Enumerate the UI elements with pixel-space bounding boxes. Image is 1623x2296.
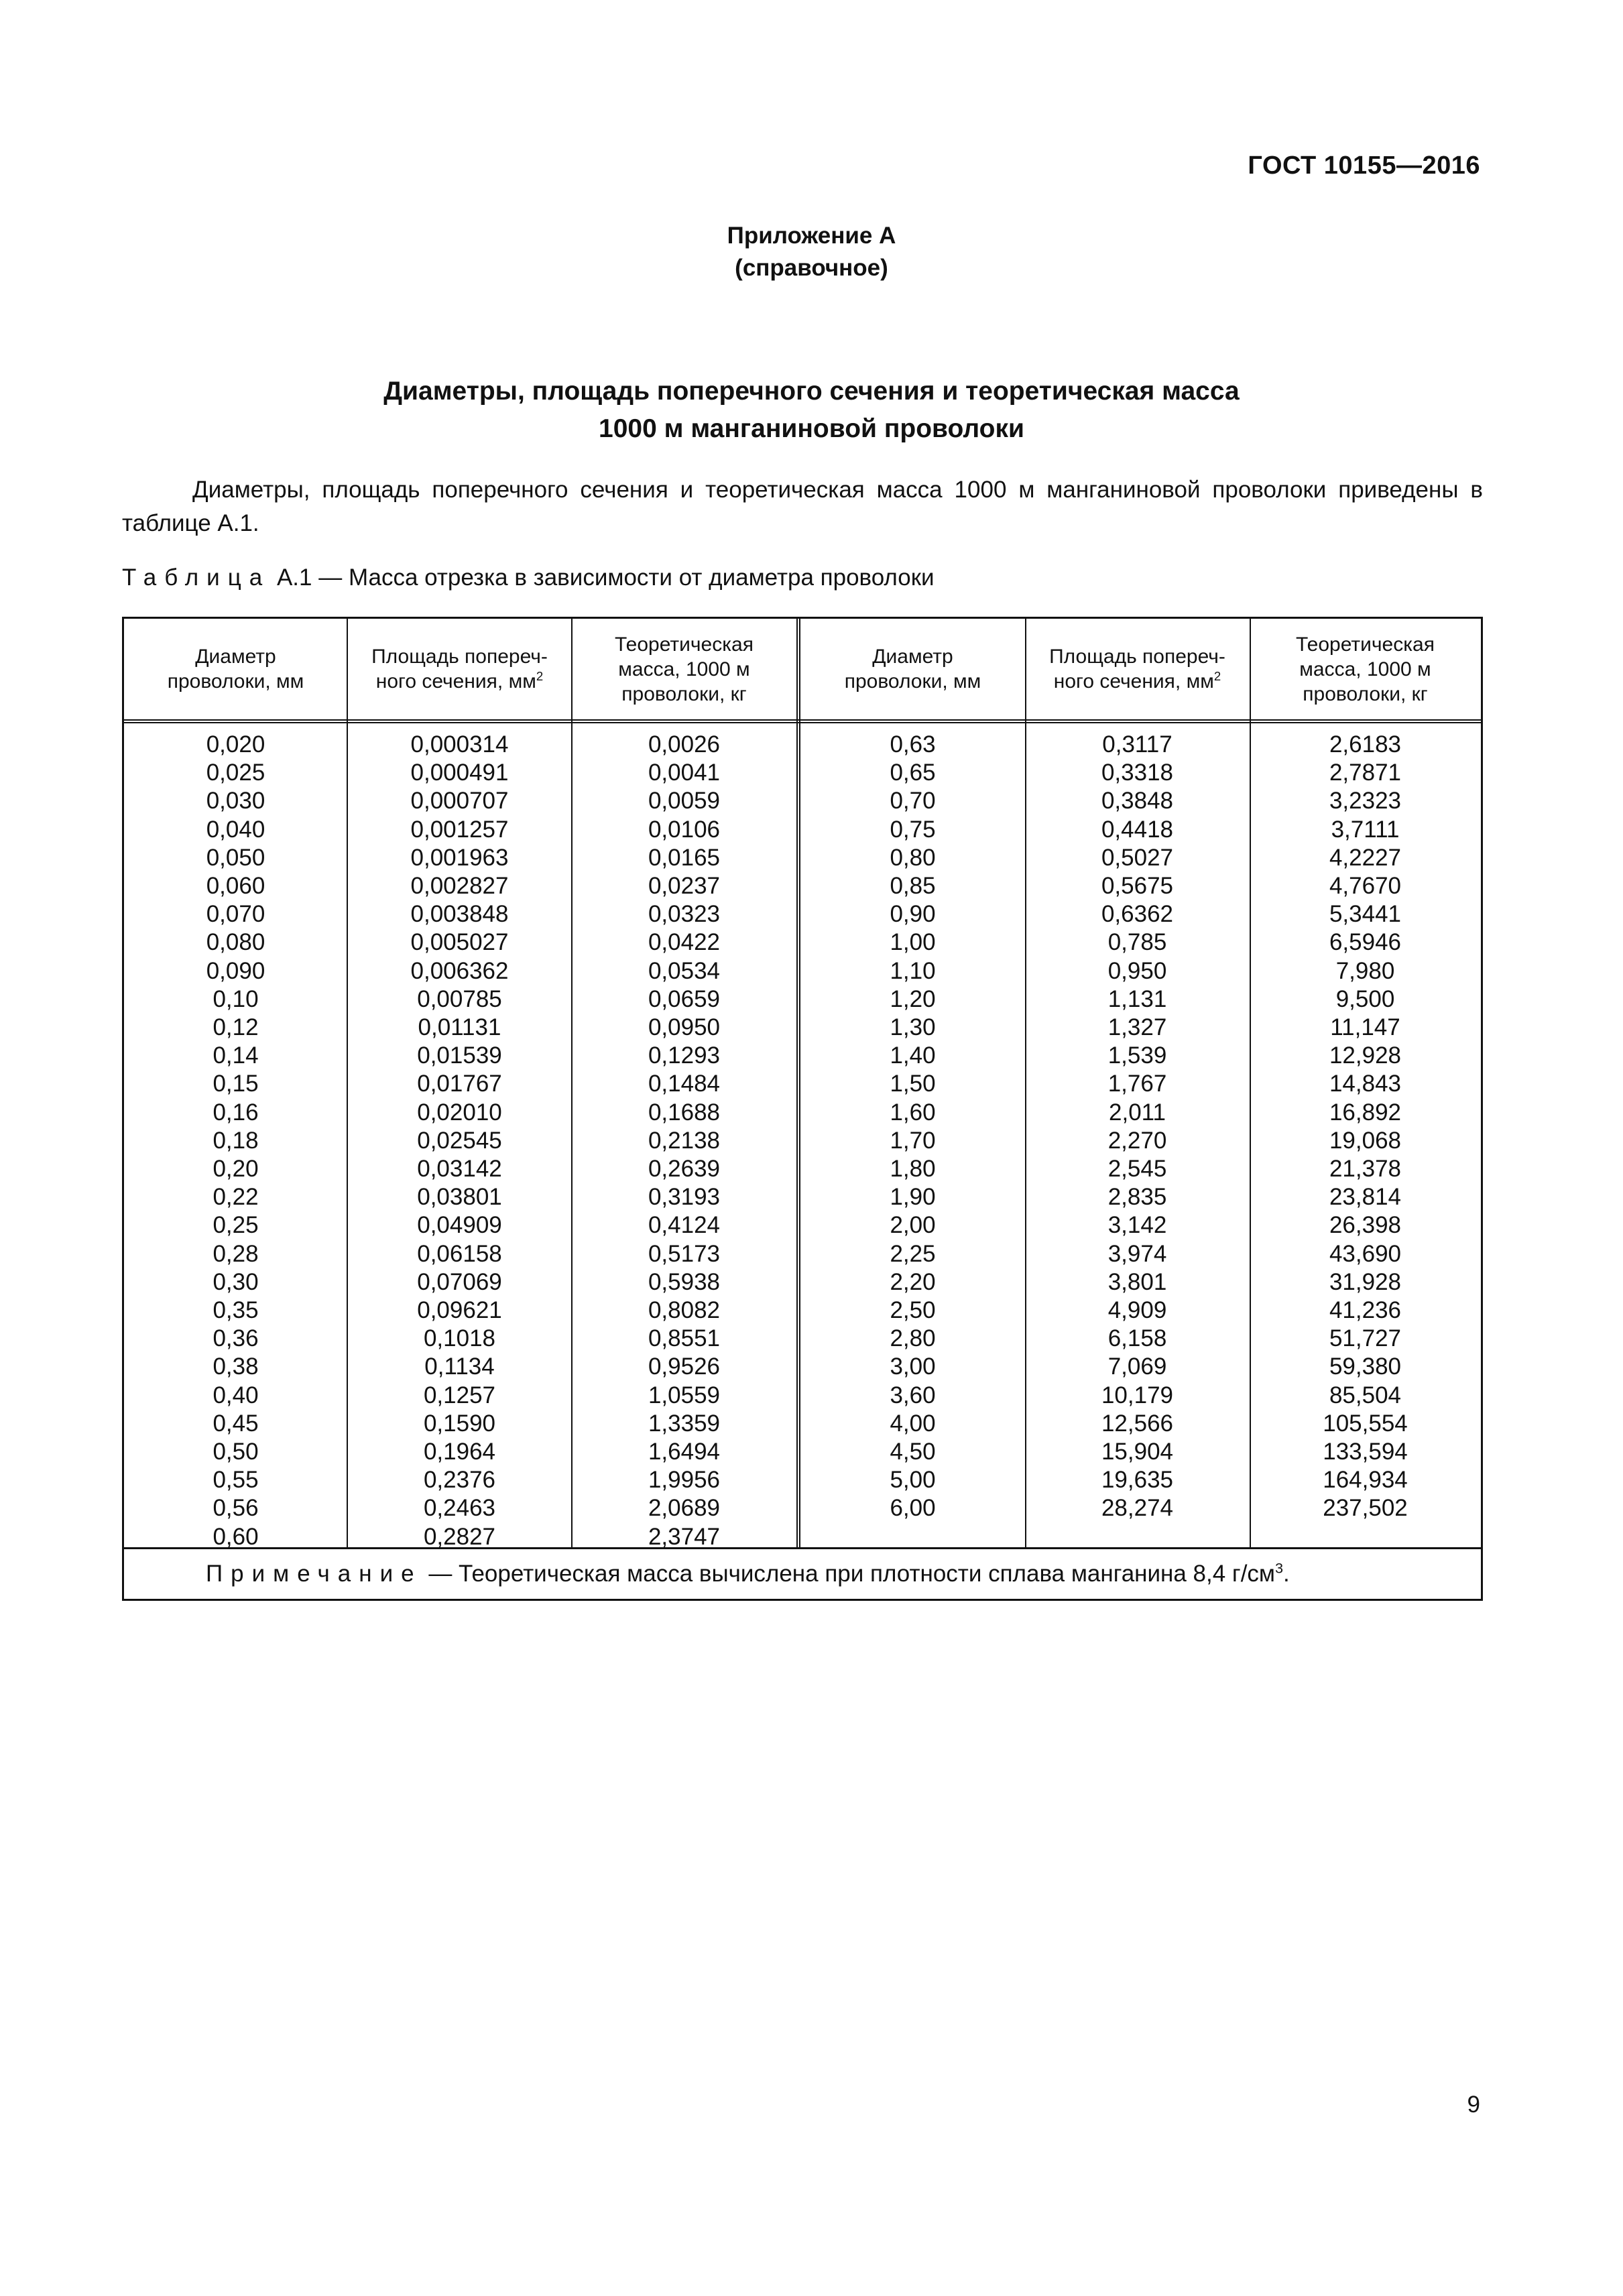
table-cell: 0,5675 (1101, 873, 1174, 900)
table-cell: 0,56 (213, 1495, 259, 1522)
table-cell: 2,545 (1107, 1156, 1167, 1183)
table-cell: 14,843 (1329, 1071, 1402, 1097)
table-cell: 0,0165 (648, 844, 721, 871)
column-area-2 (1025, 731, 1250, 1523)
table-cell: 0,02545 (417, 1127, 502, 1154)
column-diameter-2 (800, 731, 1025, 1523)
table-cell: 0,2376 (423, 1467, 496, 1494)
table-cell: 0,1018 (423, 1325, 496, 1352)
table-cell: 2,20 (890, 1268, 936, 1295)
table-cell: 1,50 (890, 1071, 936, 1097)
table-cell: 0,3318 (1101, 760, 1174, 786)
table-cell: 4,2227 (1329, 844, 1402, 871)
table-cell: 2,25 (890, 1240, 936, 1267)
table-cell: 0,01767 (417, 1071, 502, 1097)
table-cell: 0,2463 (423, 1495, 496, 1522)
table-cell: 0,01539 (417, 1042, 502, 1069)
table-cell: 0,003848 (410, 901, 509, 928)
table-cell: 3,801 (1107, 1268, 1167, 1295)
table-cell: 7,069 (1107, 1353, 1167, 1380)
table-cell: 0,6362 (1101, 901, 1174, 928)
table-cell: 0,020 (206, 731, 265, 758)
table-cell: 0,4418 (1101, 816, 1174, 843)
table-cell: 0,950 (1107, 957, 1167, 984)
table-cell: 12,566 (1101, 1410, 1174, 1437)
table-cell: 11,147 (1330, 1014, 1400, 1041)
table-cell: 0,35 (213, 1297, 259, 1324)
header-area-1: Площадь попереч- ного сечения, $мм^2$ (371, 646, 548, 692)
table-cell: 2,011 (1109, 1099, 1166, 1126)
table-cell: 4,00 (890, 1410, 936, 1437)
table-cell: 0,3117 (1102, 731, 1173, 758)
table-cell: 0,03142 (417, 1156, 502, 1183)
table-cell: 0,85 (890, 873, 936, 900)
table-cell: 0,5938 (648, 1268, 721, 1295)
table-cell: 1,10 (890, 957, 936, 984)
table-cell: 133,594 (1323, 1439, 1408, 1465)
table-cell: 1,6494 (648, 1439, 721, 1465)
table-cell: 12,928 (1329, 1042, 1402, 1069)
table-cell: 0,01131 (418, 1014, 501, 1041)
table-cell: 19,068 (1329, 1127, 1402, 1154)
table-cell: 0,63 (890, 731, 936, 758)
table-cell: 0,001257 (410, 816, 509, 843)
table-cell: 0,8551 (648, 1325, 721, 1352)
table-cell: 0,28 (213, 1240, 259, 1267)
table-cell: 0,000314 (410, 731, 509, 758)
table-cell: 2,6183 (1329, 731, 1402, 758)
table-cell: 0,50 (213, 1439, 259, 1465)
table-cell: 105,554 (1323, 1410, 1408, 1437)
table-cell: 0,1134 (424, 1353, 495, 1380)
table-cell: 59,380 (1329, 1353, 1402, 1380)
header-area-2: Площадь попереч- ного сечения, $мм^2$ (1049, 646, 1225, 692)
column-mass-1 (572, 731, 796, 1551)
table-cell: 0,002827 (410, 873, 509, 900)
table-caption-text: А.1 — Масса отрезка в зависимости от диаметра проволоки (270, 564, 935, 591)
table-cell: 0,70 (890, 788, 936, 814)
table-cell: 1,9956 (648, 1467, 721, 1494)
table-cell: 2,3747 (648, 1523, 721, 1550)
table-note: Примечание — Теоретическая масса вычислена при плотности сплава манганина 8,4 $г/см^3$. (124, 1547, 1481, 1599)
table-cell: 0,00785 (417, 985, 502, 1012)
table-cell: 6,00 (890, 1495, 936, 1522)
table-cell: 5,3441 (1329, 901, 1402, 928)
table-cell: 0,1964 (423, 1439, 496, 1465)
table-cell: 0,1293 (648, 1042, 721, 1069)
table-cell: 0,25 (213, 1212, 259, 1239)
table-cell: 1,0559 (648, 1382, 721, 1408)
table-cell: 0,9526 (648, 1353, 721, 1380)
table-cell: 0,14 (213, 1042, 259, 1069)
section-title-line1: Диаметры, площадь поперечного сечения и теоретическая масса (383, 377, 1240, 406)
table-cell: 0,36 (213, 1325, 259, 1352)
appendix-status: (справочное) (735, 255, 888, 281)
table-cell: 43,690 (1329, 1240, 1402, 1267)
table-cell: 0,2827 (423, 1523, 496, 1550)
table-cell: 6,158 (1107, 1325, 1167, 1352)
table-cell: 0,3193 (648, 1184, 721, 1211)
table-cell: 85,504 (1329, 1382, 1402, 1408)
table-cell: 4,50 (890, 1439, 936, 1465)
table-cell: 1,327 (1107, 1014, 1167, 1041)
header-mass-2: Теоретическая масса, 1000 м проволоки, кг (1296, 633, 1435, 705)
table-cell: 0,8082 (648, 1297, 721, 1324)
table-cell: 6,5946 (1329, 929, 1402, 956)
table-cell: 0,16 (213, 1099, 259, 1126)
table-cell: 0,09621 (417, 1297, 502, 1324)
table-cell: 2,270 (1107, 1127, 1167, 1154)
table-cell: 0,0237 (648, 873, 721, 900)
table-cell: 0,75 (890, 816, 936, 843)
table-cell: 0,070 (206, 901, 265, 928)
table-cell: 0,2138 (648, 1127, 721, 1154)
table-cell: 0,60 (213, 1523, 259, 1550)
header-diameter-1: Диаметр проволоки, мм (167, 646, 304, 692)
table-cell: 0,0026 (648, 731, 721, 758)
table-cell: 2,50 (890, 1297, 936, 1324)
table-cell: 0,080 (206, 929, 265, 956)
table-cell: 0,90 (890, 901, 936, 928)
table-cell: 0,04909 (417, 1212, 502, 1239)
table-cell: 0,030 (206, 788, 265, 814)
table-cell: 2,835 (1107, 1184, 1167, 1211)
table-cell: 3,974 (1107, 1240, 1167, 1267)
table-cell: 1,767 (1107, 1071, 1167, 1097)
table-cell: 3,7111 (1331, 816, 1400, 843)
table-cell: 0,80 (890, 844, 936, 871)
table-cell: 0,40 (213, 1382, 259, 1408)
table-cell: 0,5027 (1101, 844, 1174, 871)
appendix-title: Приложение А (727, 223, 896, 249)
table-cell: 23,814 (1329, 1184, 1402, 1211)
header-mass-1: Теоретическая масса, 1000 м проволоки, кг (615, 633, 754, 705)
table-cell: 0,55 (213, 1467, 259, 1494)
table-cell: 0,2639 (648, 1156, 721, 1183)
table-cell: 15,904 (1101, 1439, 1174, 1465)
table-cell: 1,00 (890, 929, 936, 956)
section-title-line2: 1000 м манганиновой проволоки (599, 414, 1024, 443)
table-cell: 0,22 (213, 1184, 259, 1211)
table-cell: 51,727 (1329, 1325, 1402, 1352)
table-cell: 21,378 (1329, 1156, 1402, 1183)
table-cell: 1,60 (890, 1099, 936, 1126)
table-cell: 0,18 (213, 1127, 259, 1154)
table-cell: 0,0041 (648, 760, 721, 786)
page-number: 9 (1467, 2092, 1480, 2118)
table-cell: 0,4124 (648, 1212, 721, 1239)
column-area-1 (347, 731, 572, 1551)
table-cell: 0,03801 (417, 1184, 502, 1211)
table-cell: 4,909 (1107, 1297, 1167, 1324)
table-cell: 1,30 (890, 1014, 936, 1041)
table-cell: 0,1484 (648, 1071, 721, 1097)
header-diameter-2: Диаметр проволоки, мм (844, 646, 981, 692)
table-cell: 0,1590 (423, 1410, 496, 1437)
table-cell: 28,274 (1101, 1495, 1174, 1522)
table-cell: 0,090 (206, 957, 265, 984)
data-table (122, 617, 1483, 1601)
table-cell: 7,980 (1335, 957, 1395, 984)
table-cell: 0,06158 (417, 1240, 502, 1267)
table-cell: 5,00 (890, 1467, 936, 1494)
table-cell: 19,635 (1101, 1467, 1174, 1494)
table-cell: 0,38 (213, 1353, 259, 1380)
table-cell: 1,80 (890, 1156, 936, 1183)
table-cell: 0,65 (890, 760, 936, 786)
table-cell: 0,0323 (648, 901, 721, 928)
table-cell: 0,001963 (410, 844, 509, 871)
table-cell: 0,025 (206, 760, 265, 786)
table-cell: 0,0106 (648, 816, 721, 843)
table-cell: 0,07069 (417, 1268, 502, 1295)
section-title (0, 373, 1623, 448)
table-cell: 0,12 (213, 1014, 259, 1041)
note-text: — Теоретическая масса вычислена при плотности сплава манганина 8,4 г/см (422, 1561, 1275, 1587)
table-cell: 3,00 (890, 1353, 936, 1380)
table-cell: 0,0422 (648, 929, 721, 956)
table-cell: 0,0534 (648, 957, 721, 984)
table-cell: 0,000707 (410, 788, 509, 814)
intro-paragraph: Диаметры, площадь поперечного сечения и теоретическая масса 1000 м манганиновой проволоки приведены в таблице А.1. (122, 477, 1483, 536)
table-cell: 0,785 (1107, 929, 1167, 956)
table-cell: 10,179 (1101, 1382, 1174, 1408)
table-cell: 2,00 (890, 1212, 936, 1239)
table-cell: 0,050 (206, 844, 265, 871)
table-cell: 2,80 (890, 1325, 936, 1352)
table-cell: 0,0659 (648, 985, 721, 1012)
table-cell: 31,928 (1329, 1268, 1402, 1295)
table-cell: 0,30 (213, 1268, 259, 1295)
table-cell: 164,934 (1323, 1467, 1408, 1494)
table-cell: 0,15 (213, 1071, 259, 1097)
table-cell: 41,236 (1329, 1297, 1402, 1324)
table-cell: 3,142 (1107, 1212, 1167, 1239)
table-cell: 4,7670 (1329, 873, 1402, 900)
appendix-heading (0, 220, 1623, 284)
table-cell: 26,398 (1329, 1212, 1402, 1239)
table-cell: 0,02010 (417, 1099, 502, 1126)
table-caption-label: Таблица (122, 564, 271, 591)
table-cell: 0,20 (213, 1156, 259, 1183)
table-cell: 2,7871 (1329, 760, 1402, 786)
table-cell: 0,3848 (1101, 788, 1174, 814)
column-mass-2 (1250, 731, 1481, 1523)
table-header (124, 619, 1481, 723)
table-cell: 9,500 (1335, 985, 1395, 1012)
table-cell: 1,40 (890, 1042, 936, 1069)
table-cell: 1,20 (890, 985, 936, 1012)
table-cell: 1,3359 (648, 1410, 721, 1437)
table-cell: 1,90 (890, 1184, 936, 1211)
table-cell: 2,0689 (648, 1495, 721, 1522)
table-cell: 0,10 (213, 985, 259, 1012)
table-cell: 16,892 (1329, 1099, 1402, 1126)
table-cell: 3,60 (890, 1382, 936, 1408)
table-cell: 1,70 (890, 1127, 936, 1154)
table-cell: 0,0059 (648, 788, 721, 814)
table-cell: 0,000491 (410, 760, 509, 786)
table-cell: 0,040 (206, 816, 265, 843)
table-cell: 0,1688 (648, 1099, 721, 1126)
table-cell: 0,005027 (410, 929, 509, 956)
table-cell: 0,1257 (423, 1382, 496, 1408)
table-cell: 237,502 (1323, 1495, 1408, 1522)
table-cell: 1,131 (1107, 985, 1167, 1012)
table-cell: 3,2323 (1329, 788, 1402, 814)
table-cell: 0,0950 (648, 1014, 721, 1041)
table-caption (122, 564, 935, 591)
note-label: Примечание (206, 1561, 422, 1587)
table-cell: 0,45 (213, 1410, 259, 1437)
table-cell: 0,5173 (648, 1240, 721, 1267)
column-diameter-1 (124, 731, 347, 1551)
table-cell: 0,060 (206, 873, 265, 900)
table-cell: 1,539 (1107, 1042, 1167, 1069)
table-cell: 0,006362 (410, 957, 509, 984)
document-code: ГОСТ 10155—2016 (1248, 152, 1480, 180)
